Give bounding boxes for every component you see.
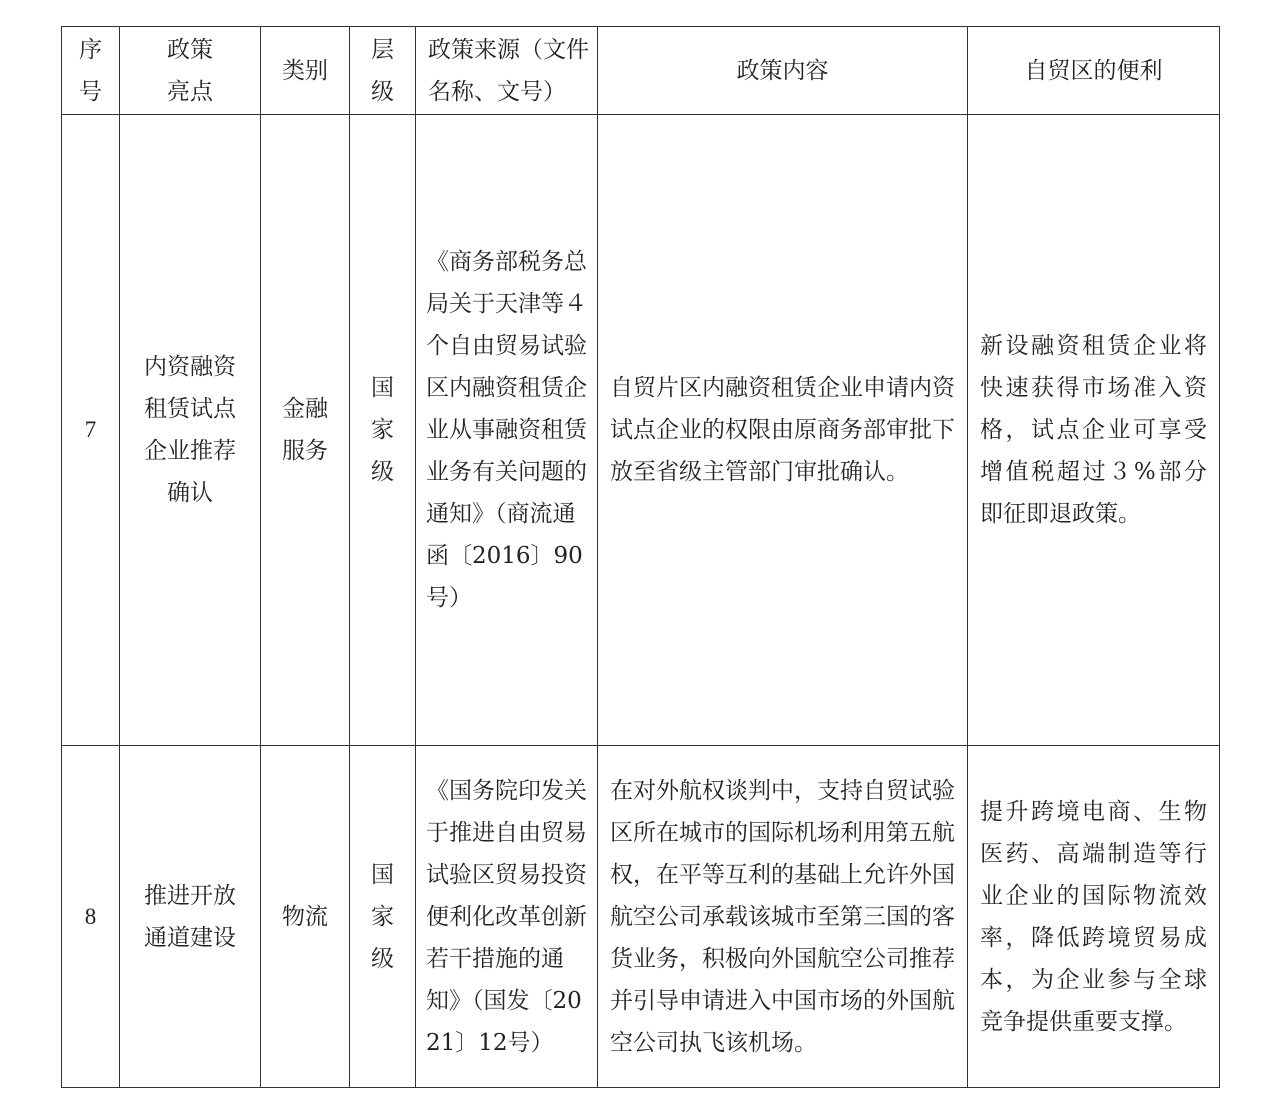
- policy-table: [61, 26, 1220, 1088]
- table-header-row: [62, 27, 1220, 115]
- header-benefit: 自贸区的便利: [968, 27, 1220, 115]
- policy-benefit: 新设融资租赁企业将快速获得市场准入资格，试点企业可享受增值税超过３%部分即征即退政策。: [968, 115, 1220, 746]
- policy-level: 国家级: [350, 746, 416, 1088]
- table-row: [62, 746, 1220, 1088]
- policy-source: 《商务部税务总局关于天津等４个自由贸易试验区内融资租赁企业从事融资租赁业务有关问题的通知》（商流通函〔2016〕90号）: [416, 115, 598, 746]
- header-content: 政策内容: [598, 27, 968, 115]
- policy-highlight: 推进开放通道建设: [120, 746, 261, 1088]
- header-no: 序号: [62, 27, 120, 115]
- policy-source: 《国务院印发关于推进自由贸易试验区贸易投资便利化改革创新若干措施的通知》（国发〔2021〕12号）: [416, 746, 598, 1088]
- table-row: [62, 115, 1220, 746]
- policy-benefit: 提升跨境电商、生物医药、高端制造等行业企业的国际物流效率，降低跨境贸易成本，为企业参与全球竞争提供重要支撑。: [968, 746, 1220, 1088]
- policy-highlight: 内资融资租赁试点企业推荐确认: [120, 115, 261, 746]
- policy-category: 物流: [261, 746, 350, 1088]
- policy-level: 国家级: [350, 115, 416, 746]
- row-number: 7: [62, 115, 120, 746]
- header-category: 类别: [261, 27, 350, 115]
- policy-content: 自贸片区内融资租赁企业申请内资试点企业的权限由原商务部审批下放至省级主管部门审批确认。: [598, 115, 968, 746]
- policy-category: 金融服务: [261, 115, 350, 746]
- header-level: 层级: [350, 27, 416, 115]
- header-source: 政策来源（文件名称、文号）: [416, 27, 598, 115]
- row-number: 8: [62, 746, 120, 1088]
- header-highlight: 政策亮点: [120, 27, 261, 115]
- policy-content: 在对外航权谈判中，支持自贸试验区所在城市的国际机场利用第五航权，在平等互利的基础上允许外国航空公司承载该城市至第三国的客货业务，积极向外国航空公司推荐并引导申请进入中国市场的外国航空公司执飞该机场。: [598, 746, 968, 1088]
